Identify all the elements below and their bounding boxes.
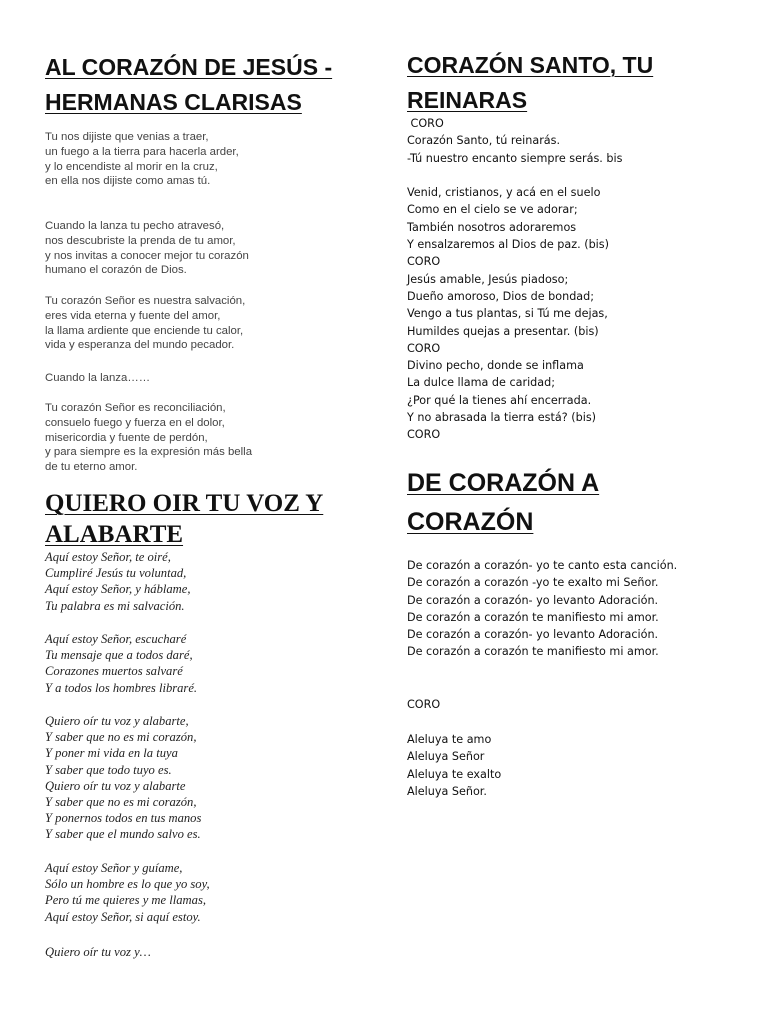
blank-line bbox=[407, 167, 622, 184]
lyric-line: Aquí estoy Señor, te oiré, bbox=[45, 550, 171, 564]
coro-label: CORO bbox=[407, 255, 441, 269]
title-line: DE CORAZÓN A bbox=[407, 469, 600, 497]
lyric-line: Corazones muertos salvaré bbox=[45, 664, 183, 679]
lyric-line: De corazón a corazón- yo levanto Adoración. bbox=[407, 628, 659, 642]
lyric-line: Y no abrasada la tierra está? (bis) bbox=[407, 411, 597, 425]
title-line: HERMANAS CLARISAS bbox=[45, 89, 302, 115]
lyric-line: Aleluya Señor. bbox=[407, 784, 487, 798]
lyric-line: y para siempre es la expresión más bella bbox=[45, 446, 253, 459]
lyric-line: De corazón a corazón -yo te exalto mi Señor. bbox=[407, 576, 659, 590]
lyric-line: Y ponernos todos en tus manos bbox=[45, 811, 202, 826]
lyric-line: Vengo a tus plantas, si Tú me dejas, bbox=[407, 307, 608, 321]
lyric-line: Humildes quejas a presentar. (bis) bbox=[407, 324, 599, 338]
lyric-line: en ella nos dijiste como amas tú. bbox=[45, 175, 211, 188]
song1-stanza-3 bbox=[45, 294, 245, 353]
lyric-line: Y saber que todo tuyo es. bbox=[45, 762, 172, 777]
title-line: CORAZÓN SANTO, TU bbox=[407, 52, 654, 78]
coro-label: CORO bbox=[407, 428, 441, 442]
lyric-line: Tu corazón Señor es nuestra salvación, bbox=[45, 295, 246, 307]
lyric-line: Divino pecho, donde se inflama bbox=[407, 359, 584, 373]
title-line: QUIERO OIR TU VOZ Y bbox=[45, 490, 324, 517]
song-title-quiero-oir bbox=[45, 488, 323, 550]
lyric-line: La dulce llama de caridad; bbox=[407, 376, 555, 390]
lyric-line: Tu palabra es mi salvación. bbox=[45, 598, 185, 613]
lyric-line: Cuando la lanza…… bbox=[45, 372, 151, 384]
lyric-line: Aleluya te amo bbox=[407, 733, 492, 746]
coro-label: CORO bbox=[407, 698, 441, 711]
song2-stanza-4 bbox=[45, 860, 210, 925]
lyric-line: Quiero oír tu voz y alabarte bbox=[45, 778, 186, 793]
title-line: REINARAS bbox=[407, 87, 528, 113]
lyric-line: Tu nos dijiste que venias a traer, bbox=[45, 131, 209, 143]
lyric-line: Tu corazón Señor es reconciliación, bbox=[45, 402, 226, 414]
song4-coro-label bbox=[407, 696, 440, 713]
song2-stanza-5 bbox=[45, 944, 151, 960]
lyric-line: Aquí estoy Señor, si aquí estoy. bbox=[45, 909, 201, 924]
lyric-line: Y a todos los hombres libraré. bbox=[45, 680, 198, 695]
song1-stanza-4 bbox=[45, 371, 150, 386]
lyric-line: consuelo fuego y fuerza en el dolor, bbox=[45, 416, 225, 429]
song1-stanza-2 bbox=[45, 219, 249, 278]
title-line: AL CORAZÓN DE JESÚS - bbox=[45, 54, 333, 80]
title-line: CORAZÓN bbox=[407, 508, 534, 536]
lyric-line: Corazón Santo, tú reinarás. bbox=[407, 134, 561, 148]
lyric-line: Aquí estoy Señor y guíame, bbox=[45, 861, 183, 875]
lyric-line: También nosotros adoraremos bbox=[407, 220, 577, 234]
song-title-de-corazon bbox=[407, 464, 599, 542]
lyric-line: misericordia y fuente de perdón, bbox=[45, 431, 208, 444]
song4-lyrics bbox=[407, 557, 677, 661]
lyric-line: Quiero oír tu voz y alabarte, bbox=[45, 714, 189, 728]
lyric-line: -Tú nuestro encanto siempre serás. bis bbox=[407, 151, 623, 165]
lyric-line: Y saber que el mundo salvo es. bbox=[45, 827, 201, 842]
lyric-line: Y ensalzaremos al Dios de paz. (bis) bbox=[407, 238, 609, 252]
lyric-line: y lo encendiste al morir en la cruz, bbox=[45, 160, 218, 173]
coro-label: CORO bbox=[407, 341, 441, 355]
lyric-line: Venid, cristianos, y acá en el suelo bbox=[407, 186, 601, 200]
song-title-corazon-santo bbox=[407, 48, 653, 118]
lyric-line: Sólo un hombre es lo que yo soy, bbox=[45, 877, 210, 892]
lyric-line: Aleluya Señor bbox=[407, 750, 485, 764]
lyric-line: nos descubriste la prenda de tu amor, bbox=[45, 234, 236, 247]
song2-stanza-1 bbox=[45, 549, 191, 614]
lyric-line: Y saber que no es mi corazón, bbox=[45, 730, 197, 745]
song2-stanza-3 bbox=[45, 713, 201, 843]
lyric-line: Jesús amable, Jesús piadoso; bbox=[407, 272, 569, 286]
lyric-line: De corazón a corazón- yo te canto esta canción. bbox=[407, 559, 678, 572]
lyric-line: de tu eterno amor. bbox=[45, 461, 138, 474]
lyric-line: Cumpliré Jesús tu voluntad, bbox=[45, 566, 187, 581]
lyric-line: De corazón a corazón te manifiesto mi amor. bbox=[407, 645, 659, 659]
lyric-line: CORO bbox=[407, 117, 444, 130]
song2-stanza-2 bbox=[45, 631, 197, 696]
lyric-line: Como en el cielo se ve adorar; bbox=[407, 203, 578, 217]
lyric-line: ¿Por qué la tienes ahí encerrada. bbox=[407, 393, 592, 407]
song1-stanza-1 bbox=[45, 130, 239, 189]
lyric-line: la llama ardiente que enciende tu calor, bbox=[45, 324, 244, 337]
lyric-line: vida y esperanza del mundo pecador. bbox=[45, 339, 235, 352]
lyric-line: Y poner mi vida en la tuya bbox=[45, 746, 178, 761]
song3-lyrics bbox=[407, 115, 622, 444]
lyric-line: un fuego a la tierra para hacerla arder, bbox=[45, 145, 239, 158]
lyric-line: Aquí estoy Señor, y háblame, bbox=[45, 582, 191, 597]
song4-coro bbox=[407, 731, 501, 800]
lyric-line: De corazón a corazón- yo levanto Adoración. bbox=[407, 593, 659, 607]
lyric-line: Pero tú me quieres y me llamas, bbox=[45, 893, 207, 908]
lyric-line: Y saber que no es mi corazón, bbox=[45, 795, 197, 810]
lyric-line: eres vida eterna y fuente del amor, bbox=[45, 309, 221, 322]
song-title-al-corazon bbox=[45, 50, 332, 120]
lyric-line: Tu mensaje que a todos daré, bbox=[45, 648, 193, 663]
lyric-line: Dueño amoroso, Dios de bondad; bbox=[407, 289, 595, 303]
title-line: ALABARTE bbox=[45, 521, 184, 548]
lyric-line: Cuando la lanza tu pecho atravesó, bbox=[45, 220, 225, 232]
lyric-line: Aleluya te exalto bbox=[407, 767, 502, 781]
lyric-line: De corazón a corazón te manifiesto mi amor. bbox=[407, 610, 659, 624]
lyric-line: Quiero oír tu voz y… bbox=[45, 945, 151, 959]
lyric-line: humano el corazón de Dios. bbox=[45, 264, 187, 277]
lyric-line: Aquí estoy Señor, escucharé bbox=[45, 632, 187, 646]
song1-stanza-5 bbox=[45, 401, 252, 475]
lyric-line: y nos invitas a conocer mejor tu corazón bbox=[45, 249, 249, 262]
